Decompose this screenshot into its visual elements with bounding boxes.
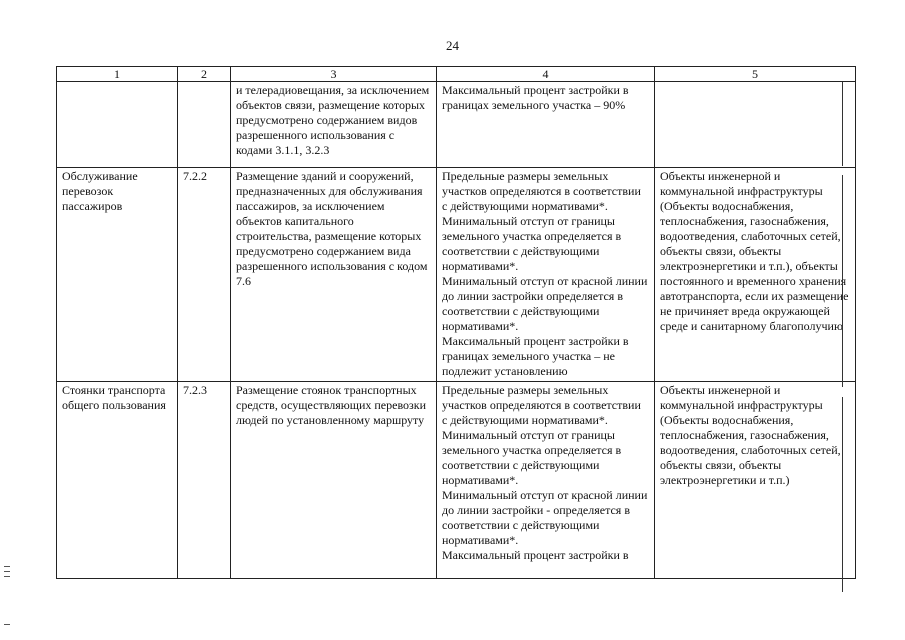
- cell-text: [183, 83, 225, 167]
- cell-inner-border: [842, 82, 843, 166]
- parameters-cell: [437, 382, 655, 579]
- cell-text: Обслуживание перевозок пассажиров: [62, 169, 138, 213]
- auxiliary-uses-cell: [655, 382, 856, 579]
- cell-text: Предельные размеры земельных участков определяются в соответствии с действующими нормативами*. Минимальный отступ от границы земельного участка определяется в соответствии с действующими нормативами*. Минимальный отступ от красной линии до линии застройки - определяется в соответствии с действующими нормативами*. Максимальный процент застройки в: [442, 383, 648, 562]
- table-row: [57, 82, 856, 168]
- cell-text: [660, 83, 850, 167]
- cell-text: 7.2.2: [183, 169, 207, 183]
- column-header: 2: [178, 67, 231, 82]
- description-cell: [231, 382, 437, 579]
- cell-text: Размещение стоянок транспортных средств, осуществляющих перевозки людей по установленному маршруту: [236, 383, 427, 427]
- description-cell: [231, 168, 437, 382]
- cell-text: Объекты инженерной и коммунальной инфраструктуры (Объекты водоснабжения, теплоснабжения, газоснабжения, водоотведения, слаботочных сетей, объекты связи, объекты электроэнергетики и т.п.): [660, 383, 841, 487]
- column-header: 5: [655, 67, 856, 82]
- cell-inner-border: [842, 397, 843, 592]
- page-number: 24: [446, 38, 459, 53]
- cell-text: Стоянки транспорта общего пользования: [62, 383, 166, 412]
- cell-text: 7.2.3: [183, 383, 207, 397]
- description-cell: [231, 82, 437, 168]
- regulations-table: [56, 66, 856, 579]
- cell-text: [62, 83, 172, 167]
- margin-mark: [4, 576, 10, 577]
- cell-text: и телерадиовещания, за исключением объектов связи, размещение которых предусмотрено содержанием видов разрешенного использования с кодами 3.1.1, 3.2.3: [236, 83, 430, 157]
- code-cell: [178, 168, 231, 382]
- land-use-name-cell: [57, 382, 178, 579]
- cell-text: Размещение зданий и сооружений, предназначенных для обслуживания пассажиров, за исключением объектов капитального строительства, размещение которых предусмотрено содержанием вида разрешенного использования с кодом 7.6: [236, 169, 428, 288]
- code-cell: [178, 82, 231, 168]
- cell-text: Предельные размеры земельных участков определяются в соответствии с действующими нормативами*. Минимальный отступ от границы земельного участка определяется в соответствии с действующими нормативами*. Минимальный отступ от красной линии до линии застройки определяется в соответствии с действующими нормативами*. Максимальный процент застройки в границах земельного участка – не подлежит установлению: [442, 169, 648, 378]
- parameters-cell: [437, 82, 655, 168]
- table-header-row: [57, 67, 856, 82]
- land-use-name-cell: [57, 82, 178, 168]
- parameters-cell: [437, 168, 655, 382]
- table-row: [57, 168, 856, 382]
- table-row: [57, 382, 856, 579]
- column-header: 1: [57, 67, 178, 82]
- margin-mark: [4, 571, 10, 572]
- auxiliary-uses-cell: [655, 168, 856, 382]
- land-use-name-cell: [57, 168, 178, 382]
- code-cell: [178, 382, 231, 579]
- column-header: 3: [231, 67, 437, 82]
- cell-text: Объекты инженерной и коммунальной инфраструктуры (Объекты водоснабжения, теплоснабжения, газоснабжения, водоотведения, слаботочных сетей, объекты связи, объекты электроэнергетики и т.п.), объекты постоянного и временного хранения автотранспорта, если их размещение не причиняет вреда окружающей среде и санитарному благополучию: [660, 169, 849, 333]
- auxiliary-uses-cell: [655, 82, 856, 168]
- cell-text: Максимальный процент застройки в границах земельного участка – 90%: [442, 83, 629, 112]
- column-header: 4: [437, 67, 655, 82]
- cell-inner-border: [842, 175, 843, 387]
- margin-mark: [4, 624, 10, 625]
- margin-mark: [4, 566, 10, 567]
